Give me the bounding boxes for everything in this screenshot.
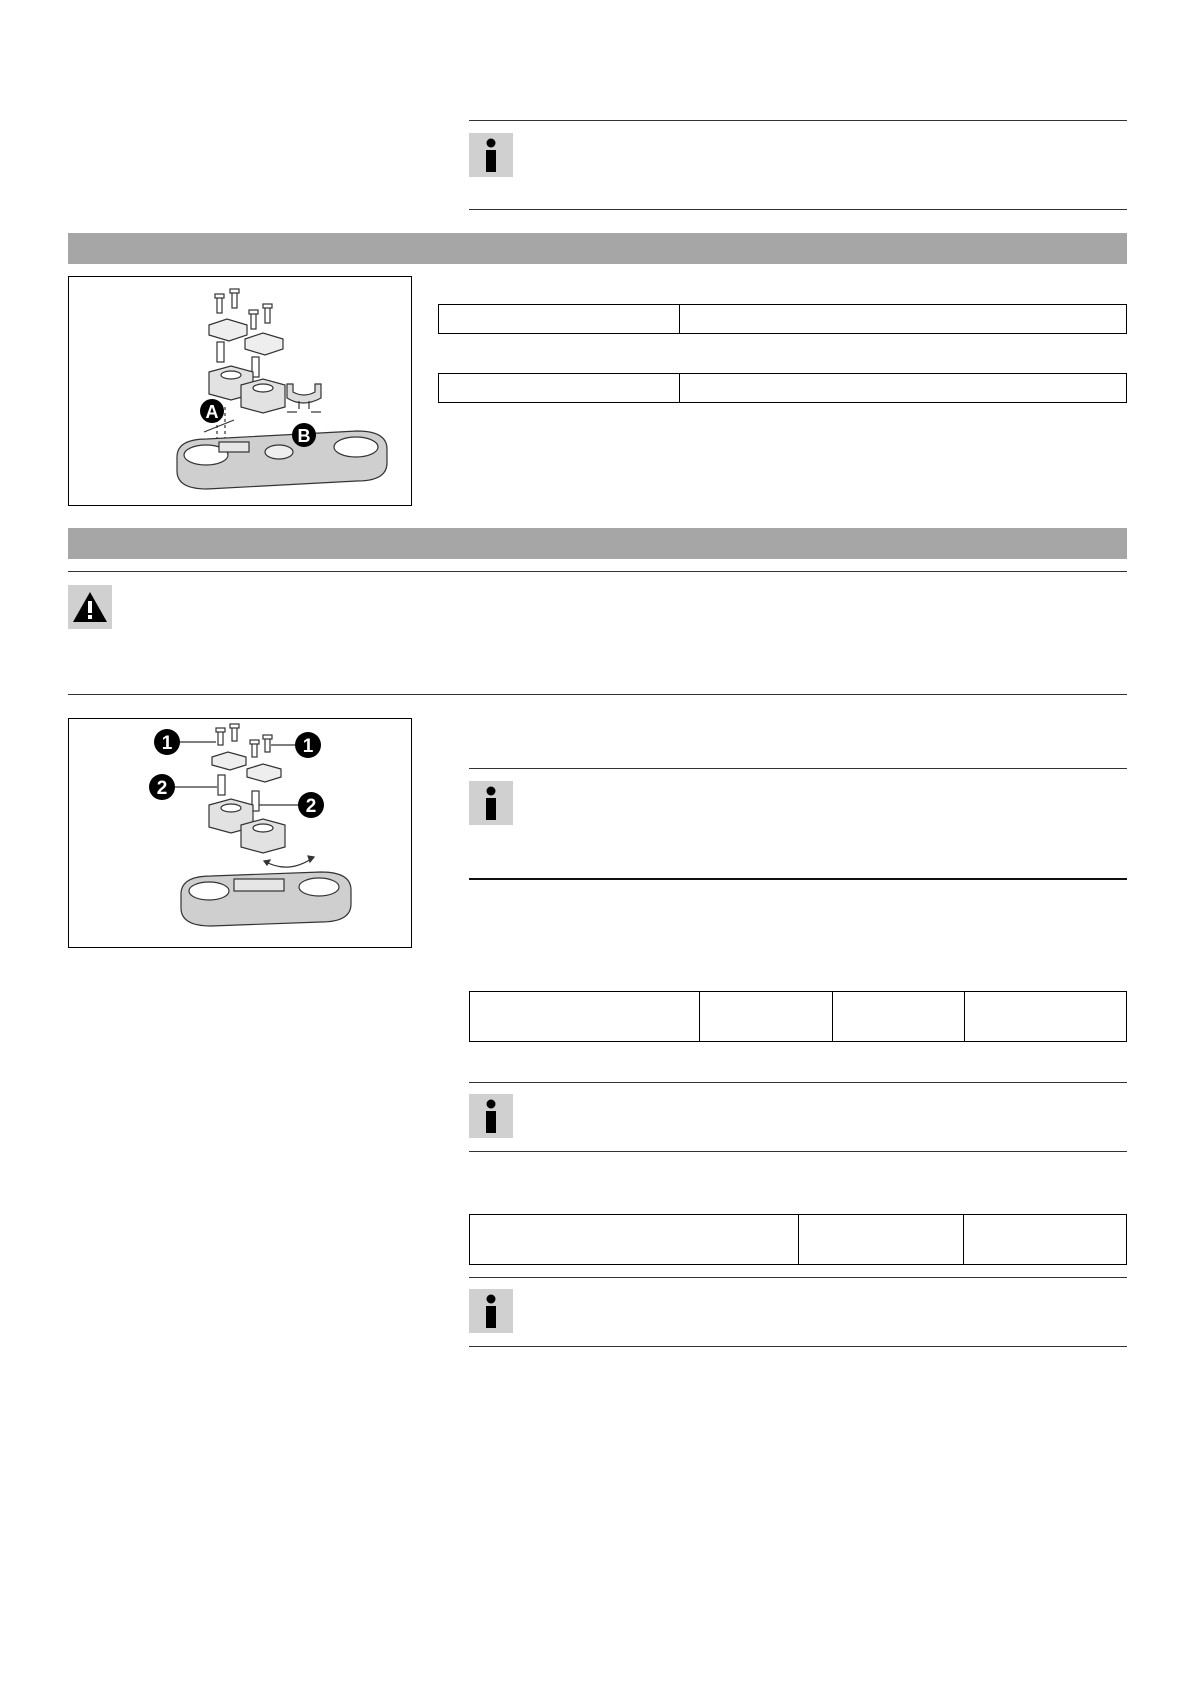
table-cell <box>439 374 680 403</box>
info-icon <box>469 1094 513 1138</box>
table-cell <box>700 992 833 1042</box>
note-bottom-rule <box>469 878 1127 880</box>
table-cell <box>799 1215 964 1265</box>
spec-table-1 <box>438 304 1127 334</box>
table-cell <box>833 992 965 1042</box>
figure-triple-clamp-exploded-a-b <box>68 276 412 506</box>
table-cell <box>470 992 700 1042</box>
table-cell <box>680 305 1127 334</box>
note-top-rule <box>469 120 1127 121</box>
spec-table-2 <box>438 373 1127 403</box>
note-top-rule <box>469 768 1127 769</box>
warning-icon <box>68 585 112 629</box>
figure-label-b: B <box>297 426 311 446</box>
table-cell <box>965 992 1127 1042</box>
note-bottom-rule <box>469 209 1127 210</box>
note-bottom-rule <box>469 1151 1127 1152</box>
table-row <box>439 305 1127 334</box>
info-icon <box>469 133 513 177</box>
warning-bottom-rule <box>68 694 1127 695</box>
info-icon <box>469 1289 513 1333</box>
table-cell <box>439 305 680 334</box>
table-cell <box>964 1215 1127 1265</box>
section-header-band <box>68 233 1127 264</box>
figure-triple-clamp-callouts-1-2 <box>68 718 412 948</box>
table-cell <box>680 374 1127 403</box>
table-row <box>470 992 1127 1042</box>
note-top-rule <box>469 1082 1127 1083</box>
figure-label-a: A <box>205 402 219 422</box>
callout-2-right: 2 <box>305 796 317 817</box>
note-top-rule <box>469 1277 1127 1278</box>
callout-1-left: 1 <box>161 733 173 754</box>
note-bottom-rule <box>469 1346 1127 1347</box>
table-cell <box>470 1215 799 1265</box>
spec-table-3col <box>469 1214 1127 1265</box>
spec-table-4col <box>469 991 1127 1042</box>
callout-2-left: 2 <box>156 778 168 799</box>
info-icon <box>469 781 513 825</box>
callout-1-right: 1 <box>302 736 314 757</box>
table-row <box>439 374 1127 403</box>
table-row <box>470 1215 1127 1265</box>
warning-top-rule <box>68 571 1127 572</box>
section-header-band <box>68 528 1127 559</box>
